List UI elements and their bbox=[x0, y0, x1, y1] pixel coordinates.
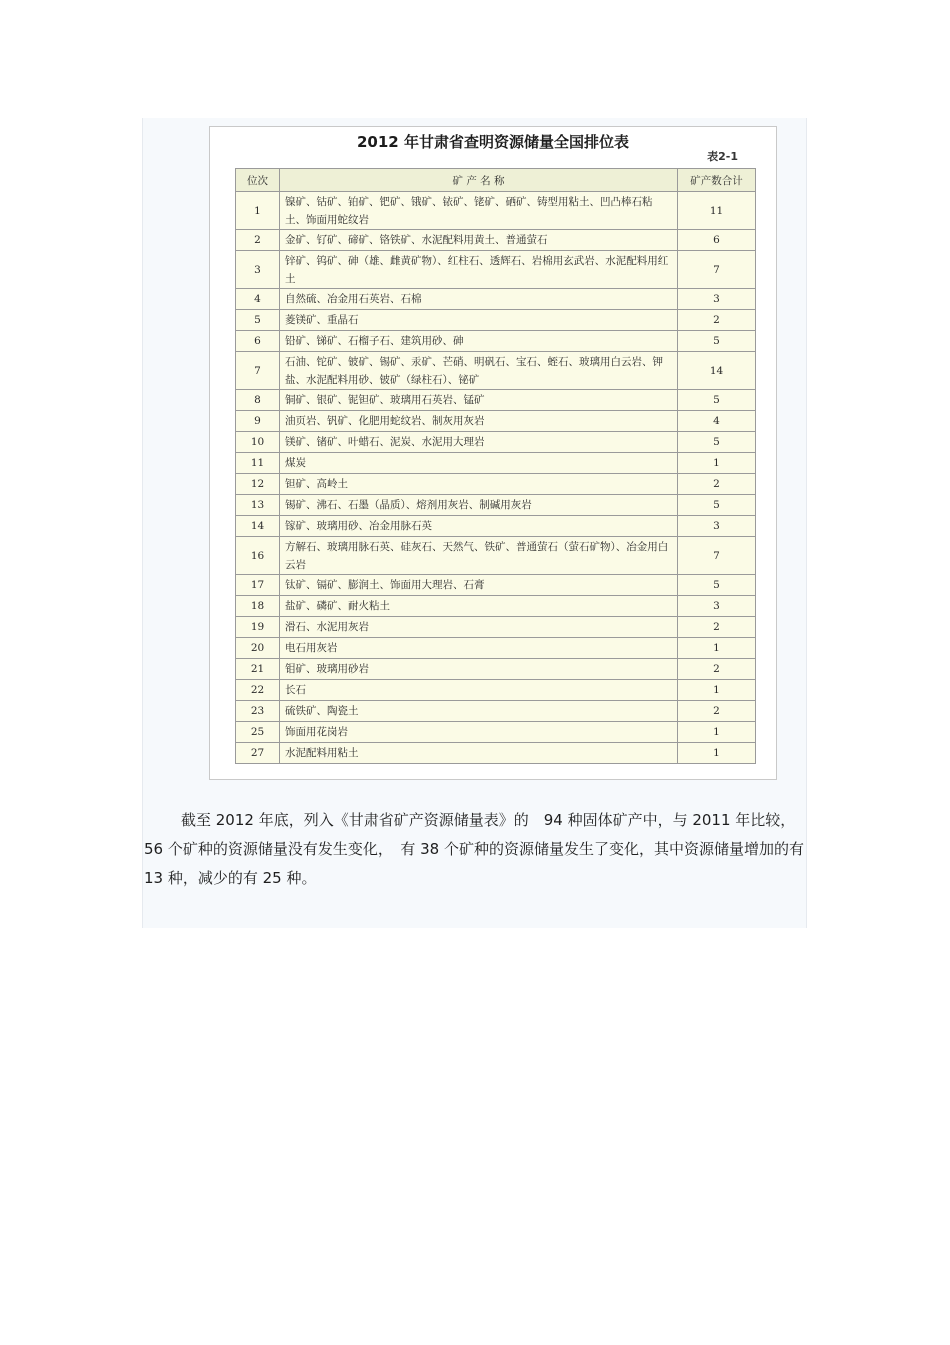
mineral-name-cell: 饰面用花岗岩 bbox=[280, 722, 678, 743]
rank-cell: 18 bbox=[236, 596, 280, 617]
table-row bbox=[236, 495, 756, 516]
mineral-name-cell: 油页岩、钒矿、化肥用蛇纹岩、制灰用灰岩 bbox=[280, 411, 678, 432]
table-row bbox=[236, 516, 756, 537]
rank-cell: 6 bbox=[236, 331, 280, 352]
table-row bbox=[236, 596, 756, 617]
table-row bbox=[236, 701, 756, 722]
mineral-count-cell: 7 bbox=[678, 251, 756, 289]
table-row bbox=[236, 411, 756, 432]
mineral-name-cell: 电石用灰岩 bbox=[280, 638, 678, 659]
table-row bbox=[236, 722, 756, 743]
table-row bbox=[236, 638, 756, 659]
mineral-count-cell: 3 bbox=[678, 516, 756, 537]
mineral-name-cell: 钛矿、镉矿、膨润土、饰面用大理岩、石膏 bbox=[280, 575, 678, 596]
mineral-count-cell: 7 bbox=[678, 537, 756, 575]
table-row bbox=[236, 289, 756, 310]
mineral-name-cell: 锡矿、沸石、石墨（晶质）、熔剂用灰岩、制碱用灰岩 bbox=[280, 495, 678, 516]
table-row bbox=[236, 310, 756, 331]
rank-cell: 11 bbox=[236, 453, 280, 474]
mineral-name-cell: 盐矿、磷矿、耐火粘土 bbox=[280, 596, 678, 617]
mineral-name-cell: 菱镁矿、重晶石 bbox=[280, 310, 678, 331]
mineral-name-cell: 石油、铊矿、铍矿、锡矿、汞矿、芒硝、明矾石、宝石、蛭石、玻璃用白云岩、钾盐、水泥配料用砂、铍矿（绿柱石）、铋矿 bbox=[280, 352, 678, 390]
mineral-name-cell: 钼矿、玻璃用砂岩 bbox=[280, 659, 678, 680]
rank-cell: 23 bbox=[236, 701, 280, 722]
mineral-name-cell: 煤炭 bbox=[280, 453, 678, 474]
mineral-name-cell: 滑石、水泥用灰岩 bbox=[280, 617, 678, 638]
rank-cell: 21 bbox=[236, 659, 280, 680]
mineral-count-cell: 5 bbox=[678, 432, 756, 453]
mineral-name-cell: 铅矿、锑矿、石榴子石、建筑用砂、砷 bbox=[280, 331, 678, 352]
mineral-count-cell: 14 bbox=[678, 352, 756, 390]
mineral-name-cell: 自然硫、冶金用石英岩、石棉 bbox=[280, 289, 678, 310]
mineral-count-cell: 2 bbox=[678, 659, 756, 680]
summary-paragraph bbox=[144, 806, 819, 893]
table-header-row bbox=[236, 169, 756, 192]
mineral-count-cell: 2 bbox=[678, 474, 756, 495]
rank-cell: 3 bbox=[236, 251, 280, 289]
table-row bbox=[236, 617, 756, 638]
mineral-count-cell: 1 bbox=[678, 638, 756, 659]
rank-cell: 16 bbox=[236, 537, 280, 575]
rank-cell: 19 bbox=[236, 617, 280, 638]
table-row bbox=[236, 192, 756, 230]
mineral-name-cell: 锌矿、钨矿、砷（雄、雌黄矿物）、红柱石、透辉石、岩棉用玄武岩、水泥配料用红土 bbox=[280, 251, 678, 289]
rank-cell: 20 bbox=[236, 638, 280, 659]
summary-text: 截至 2012 年底，列入《甘肃省矿产资源储量表》的 94 种固体矿产中，与 2011 年比较，56 个矿种的资源储量没有发生变化， 有 38 个矿种的资源储量发生了变化，其中资源储量增加的有 13 种，减少的有 25 种。 bbox=[144, 811, 819, 887]
table-row bbox=[236, 331, 756, 352]
mineral-count-cell: 5 bbox=[678, 575, 756, 596]
rank-cell: 2 bbox=[236, 230, 280, 251]
header-mineral-count: 矿产数合计 bbox=[678, 169, 756, 192]
table-figure bbox=[209, 126, 777, 780]
mineral-count-cell: 2 bbox=[678, 310, 756, 331]
mineral-count-cell: 5 bbox=[678, 390, 756, 411]
mineral-name-cell: 钽矿、高岭土 bbox=[280, 474, 678, 495]
table-row bbox=[236, 537, 756, 575]
table-row bbox=[236, 659, 756, 680]
mineral-name-cell: 长石 bbox=[280, 680, 678, 701]
mineral-count-cell: 3 bbox=[678, 289, 756, 310]
table-body bbox=[236, 192, 756, 764]
mineral-name-cell: 水泥配料用粘土 bbox=[280, 743, 678, 764]
mineral-count-cell: 3 bbox=[678, 596, 756, 617]
rank-cell: 5 bbox=[236, 310, 280, 331]
mineral-count-cell: 4 bbox=[678, 411, 756, 432]
rank-cell: 9 bbox=[236, 411, 280, 432]
mineral-name-cell: 金矿、钌矿、碲矿、铬铁矿、水泥配料用黄土、普通萤石 bbox=[280, 230, 678, 251]
mineral-name-cell: 镓矿、玻璃用砂、冶金用脉石英 bbox=[280, 516, 678, 537]
figure-title: 2012 年甘肃省查明资源储量全国排位表 bbox=[357, 133, 629, 151]
rank-cell: 10 bbox=[236, 432, 280, 453]
table-row bbox=[236, 474, 756, 495]
mineral-count-cell: 2 bbox=[678, 701, 756, 722]
rank-cell: 25 bbox=[236, 722, 280, 743]
rank-cell: 27 bbox=[236, 743, 280, 764]
rank-cell: 13 bbox=[236, 495, 280, 516]
mineral-count-cell: 11 bbox=[678, 192, 756, 230]
rank-cell: 17 bbox=[236, 575, 280, 596]
mineral-count-cell: 5 bbox=[678, 495, 756, 516]
mineral-count-cell: 1 bbox=[678, 743, 756, 764]
rank-cell: 22 bbox=[236, 680, 280, 701]
table-row bbox=[236, 575, 756, 596]
rank-cell: 8 bbox=[236, 390, 280, 411]
mineral-count-cell: 1 bbox=[678, 453, 756, 474]
mineral-name-cell: 方解石、玻璃用脉石英、硅灰石、天然气、铁矿、普通萤石（萤石矿物）、冶金用白云岩 bbox=[280, 537, 678, 575]
mineral-name-cell: 硫铁矿、陶瓷土 bbox=[280, 701, 678, 722]
table-row bbox=[236, 680, 756, 701]
header-rank: 位次 bbox=[236, 169, 280, 192]
rank-cell: 12 bbox=[236, 474, 280, 495]
table-row bbox=[236, 453, 756, 474]
rank-cell: 14 bbox=[236, 516, 280, 537]
mineral-count-cell: 5 bbox=[678, 331, 756, 352]
table-row bbox=[236, 230, 756, 251]
rank-cell: 4 bbox=[236, 289, 280, 310]
table-row bbox=[236, 352, 756, 390]
rank-cell: 7 bbox=[236, 352, 280, 390]
mineral-count-cell: 1 bbox=[678, 722, 756, 743]
table-row bbox=[236, 390, 756, 411]
rank-cell: 1 bbox=[236, 192, 280, 230]
mineral-name-cell: 镁矿、锗矿、叶蜡石、泥炭、水泥用大理岩 bbox=[280, 432, 678, 453]
mineral-name-cell: 铜矿、银矿、铌钽矿、玻璃用石英岩、锰矿 bbox=[280, 390, 678, 411]
mineral-count-cell: 1 bbox=[678, 680, 756, 701]
ranking-table bbox=[235, 168, 756, 764]
table-row bbox=[236, 251, 756, 289]
header-mineral-name: 矿 产 名 称 bbox=[280, 169, 678, 192]
mineral-count-cell: 6 bbox=[678, 230, 756, 251]
mineral-name-cell: 镍矿、钴矿、铂矿、钯矿、锇矿、铱矿、铑矿、硒矿、铸型用粘土、凹凸棒石粘土、饰面用蛇纹岩 bbox=[280, 192, 678, 230]
table-number: 表2-1 bbox=[707, 150, 738, 163]
table-row bbox=[236, 432, 756, 453]
mineral-count-cell: 2 bbox=[678, 617, 756, 638]
table-row bbox=[236, 743, 756, 764]
